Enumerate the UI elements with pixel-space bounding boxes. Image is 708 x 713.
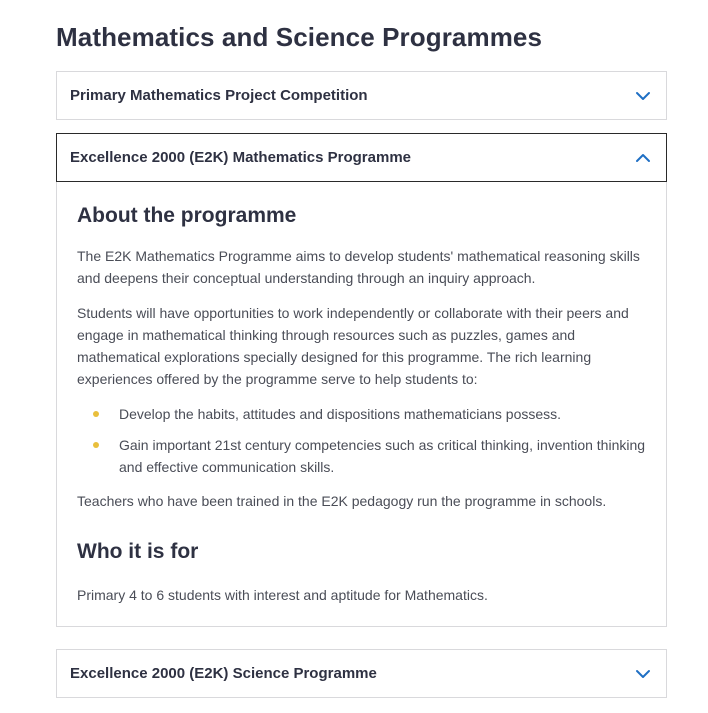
accordion-header-e2k-math[interactable] (56, 133, 667, 182)
accordion-title: Primary Mathematics Project Competition (70, 87, 368, 104)
accordion-e2k-science (56, 649, 667, 698)
about-paragraph-1: The E2K Mathematics Programme aims to develop students' mathematical reasoning skills and deepens their conceptual understanding through an inquiry approach. (77, 248, 640, 286)
bullet-dot-icon (93, 411, 99, 417)
about-heading: About the programme (77, 204, 297, 227)
page-title: Mathematics and Science Programmes (56, 22, 543, 52)
skills-list (77, 403, 646, 478)
accordion-primary-math-project (56, 71, 667, 120)
accordion-header-primary-math-project[interactable] (56, 71, 667, 120)
accordion-header-e2k-science[interactable] (56, 649, 667, 698)
accordion-panel-e2k-math (56, 182, 667, 627)
accordion-title: Excellence 2000 (E2K) Science Programme (70, 665, 377, 682)
list-item (77, 403, 646, 425)
who-text: Primary 4 to 6 students with interest and aptitude for Mathematics. (77, 587, 488, 603)
list-item-text: Gain important 21st century competencies such as critical thinking, invention thinking and effective communication skills. (119, 437, 646, 475)
accordion-e2k-math (56, 133, 667, 627)
chevron-down-icon[interactable] (634, 87, 652, 105)
list-item-text: Develop the habits, attitudes and dispositions mathematicians possess. (119, 406, 562, 422)
accordion-title: Excellence 2000 (E2K) Mathematics Programme (70, 149, 411, 166)
bullet-dot-icon (93, 442, 99, 448)
about-paragraph-3: Teachers who have been trained in the E2K pedagogy run the programme in schools. (77, 493, 607, 509)
list-item (77, 434, 646, 478)
about-paragraph-2: Students will have opportunities to work independently or collaborate with their peers and engage in mathematical thinking through resources such as puzzles, games and mathematical explorations specially designed for this programme. The rich learning experiences offered by the programme serve to help students to: (77, 305, 629, 387)
chevron-up-icon[interactable] (634, 149, 652, 167)
who-heading: Who it is for (77, 540, 199, 563)
chevron-down-icon[interactable] (634, 665, 652, 683)
